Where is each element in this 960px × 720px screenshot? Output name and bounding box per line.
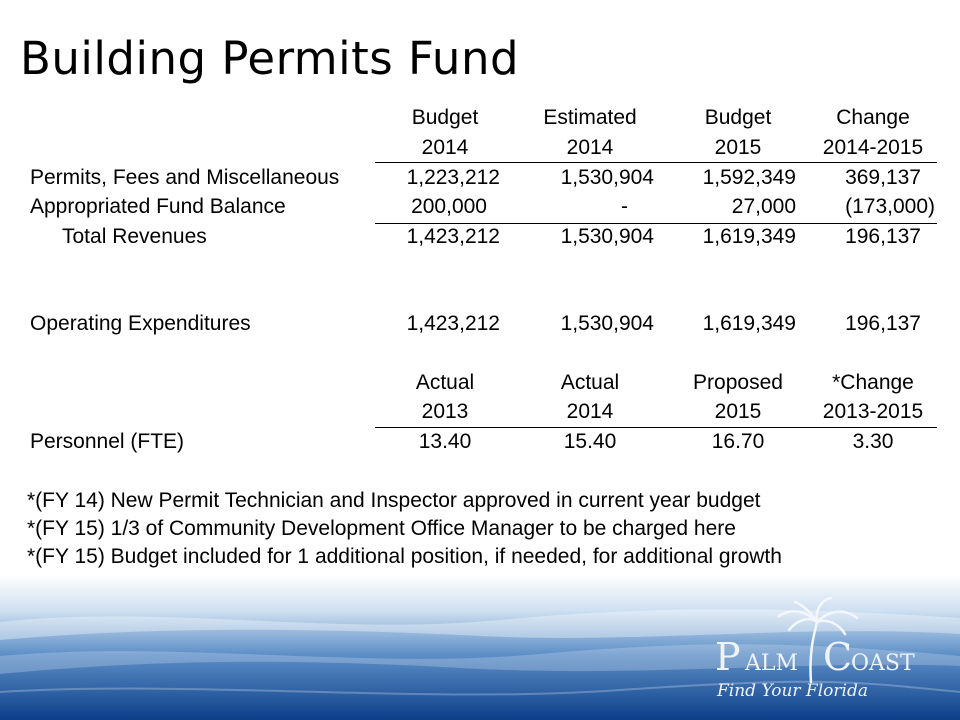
table-cell: 196,137 bbox=[845, 225, 921, 248]
table-cell: 1,592,349 bbox=[702, 166, 796, 189]
footnotes bbox=[27, 487, 782, 571]
logo-text-oast: OAST bbox=[851, 651, 915, 676]
logo-initial-p: P bbox=[715, 635, 741, 679]
table-cell: 200,000 bbox=[411, 195, 487, 218]
table-cell: 1,619,349 bbox=[702, 312, 796, 335]
col-header-bottom-3: 2015 bbox=[714, 136, 762, 159]
table-cell: 1,530,904 bbox=[560, 225, 654, 248]
table-cell: - bbox=[621, 195, 628, 218]
table-cell: 1,423,212 bbox=[406, 312, 500, 335]
logo-initial-c: C bbox=[823, 635, 853, 679]
table-cell: 196,137 bbox=[845, 312, 921, 335]
row-label-permits: Permits, Fees and Miscellaneous bbox=[30, 166, 340, 189]
table-cell: (173,000) bbox=[845, 195, 935, 218]
table-cell: 1,619,349 bbox=[702, 225, 796, 248]
personnel-header-top-1: Actual bbox=[415, 371, 475, 394]
row-label-total-revenues: Total Revenues bbox=[62, 225, 207, 248]
table-cell: 16.70 bbox=[711, 430, 765, 453]
page-title: Building Permits Fund bbox=[20, 32, 520, 85]
col-header-bottom-2: 2014 bbox=[566, 136, 614, 159]
personnel-header-bottom-1: 2013 bbox=[421, 400, 469, 423]
total-divider bbox=[375, 223, 937, 224]
table-cell: 1,223,212 bbox=[406, 166, 500, 189]
table-cell: 13.40 bbox=[418, 430, 472, 453]
table-cell: 1,530,904 bbox=[560, 166, 654, 189]
col-header-bottom-4: 2014-2015 bbox=[822, 136, 924, 159]
col-header-top-3: Budget bbox=[704, 106, 772, 129]
row-label-fund-balance: Appropriated Fund Balance bbox=[30, 195, 286, 218]
table-cell: 27,000 bbox=[731, 195, 796, 218]
personnel-header-top-2: Actual bbox=[560, 371, 620, 394]
personnel-divider bbox=[375, 427, 937, 428]
row-label-operating-expenditures: Operating Expenditures bbox=[30, 312, 251, 335]
personnel-header-top-3: Proposed bbox=[693, 371, 783, 394]
header-divider bbox=[375, 162, 937, 163]
personnel-header-bottom-3: 2015 bbox=[714, 400, 762, 423]
footnote: *(FY 15) 1/3 of Community Development Office Manager to be charged here bbox=[27, 517, 736, 540]
footnote: *(FY 14) New Permit Technician and Inspector approved in current year budget bbox=[27, 489, 761, 512]
row-label-personnel: Personnel (FTE) bbox=[30, 430, 185, 453]
col-header-bottom-1: 2014 bbox=[421, 136, 469, 159]
personnel-header-top-4: *Change bbox=[832, 371, 914, 394]
logo-text-alm: ALM bbox=[745, 651, 799, 676]
logo-tagline: Find Your Florida bbox=[717, 681, 868, 701]
col-header-top-1: Budget bbox=[411, 106, 479, 129]
personnel-header-bottom-2: 2014 bbox=[566, 400, 614, 423]
table-cell: 15.40 bbox=[563, 430, 617, 453]
table-cell: 3.30 bbox=[852, 430, 894, 453]
table-cell: 369,137 bbox=[845, 166, 921, 189]
personnel-header-bottom-4: 2013-2015 bbox=[822, 400, 924, 423]
table-cell: 1,423,212 bbox=[406, 225, 500, 248]
footnote: *(FY 15) Budget included for 1 additional position, if needed, for additional growth bbox=[27, 545, 782, 568]
col-header-top-2: Estimated bbox=[543, 106, 637, 129]
col-header-top-4: Change bbox=[836, 106, 910, 129]
palm-coast-logo bbox=[705, 596, 920, 708]
table-cell: 1,530,904 bbox=[560, 312, 654, 335]
